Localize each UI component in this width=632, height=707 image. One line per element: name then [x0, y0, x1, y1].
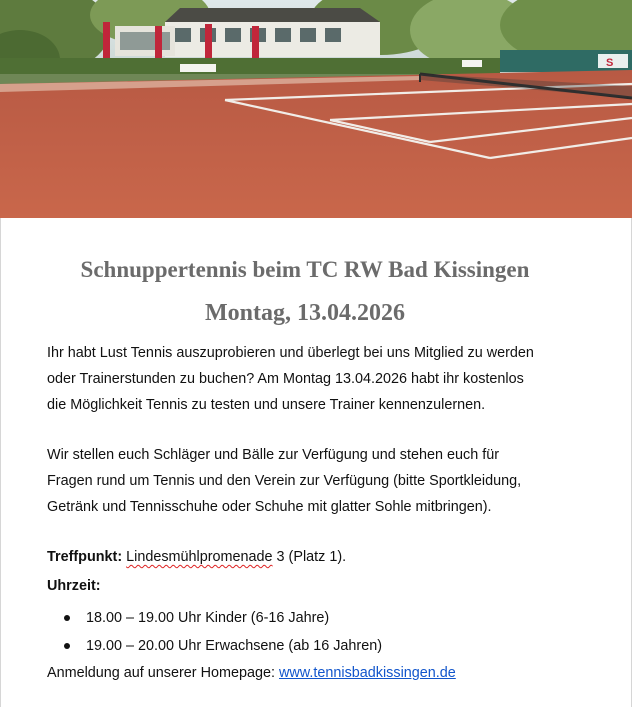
flyer-title: Schnuppertennis beim TC RW Bad Kissingen [80, 257, 530, 282]
schedule-list [62, 604, 382, 660]
equipment-line: Fragen rund um Tennis und den Verein zur Verfügung (bitte Sportkleidung, [47, 473, 522, 489]
list-item [62, 604, 382, 632]
bullet-icon [64, 615, 70, 621]
intro-line: Ihr habt Lust Tennis auszuprobieren und überlegt bei uns Mitglied zu werden [47, 345, 534, 361]
meeting-point [47, 549, 346, 565]
homepage-link[interactable]: www.tennisbadkissingen.de [279, 665, 456, 681]
signup-text: Anmeldung auf unserer Homepage: [47, 665, 279, 681]
equipment-line: Getränk und Tennisschuhe oder Schuhe mit glatter Sohle mitbringen). [47, 499, 492, 515]
schedule-item-adults: 19.00 – 20.00 Uhr Erwachsene (ab 16 Jahren) [86, 638, 382, 654]
meeting-label: Treffpunkt: [47, 549, 123, 565]
equipment-paragraph [47, 442, 607, 520]
flyer-date: Montag, 13.04.2026 [205, 300, 405, 326]
banner-text: S [606, 57, 614, 69]
intro-line: die Möglichkeit Tennis zu testen und unsere Trainer kennenzulernen. [47, 397, 486, 413]
meeting-detail: 3 (Platz 1). [272, 549, 347, 565]
bullet-icon [64, 643, 70, 649]
signup-line [47, 665, 456, 681]
list-item [62, 632, 382, 660]
equipment-line: Wir stellen euch Schläger und Bälle zur Verfügung und stehen euch für [47, 447, 499, 463]
meeting-street: Lindesmühlpromenade [126, 549, 273, 565]
schedule-item-children: 18.00 – 19.00 Uhr Kinder (6-16 Jahre) [86, 610, 330, 626]
page-border-left [0, 218, 1, 707]
intro-paragraph [47, 340, 607, 418]
tennis-court-photo [0, 0, 632, 218]
schedule-label: Uhrzeit: [47, 578, 101, 594]
intro-line: oder Trainerstunden zu buchen? Am Montag 13.04.2026 habt ihr kostenlos [47, 371, 524, 387]
